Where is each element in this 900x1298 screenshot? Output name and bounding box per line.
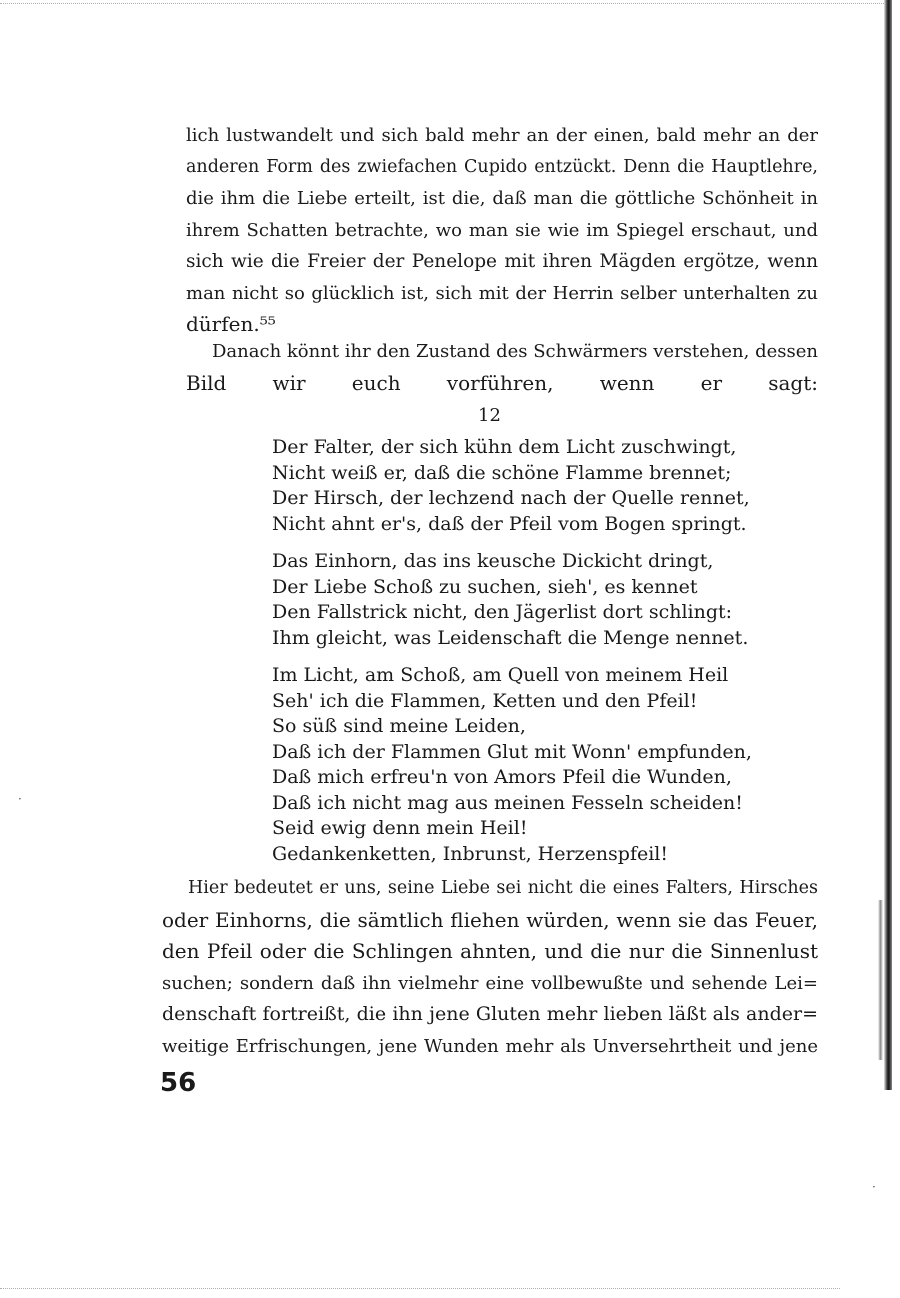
- stanza-1: [272, 435, 750, 537]
- verse-line: Im Licht, am Schoß, am Quell von meinem Heil: [272, 664, 729, 686]
- text-line: man nicht so glücklich ist, sich mit der Herrin selber unterhalten zu: [186, 282, 818, 304]
- text-line: ihrem Schatten betrachte, wo man sie wie im Spiegel erschaut, und: [186, 219, 818, 241]
- text-line: oder Einhorns, die sämtlich fliehen würden, wenn sie das Feuer,: [162, 907, 818, 932]
- text-line: dürfen.⁵⁵: [186, 312, 276, 336]
- stanza-2: [272, 549, 749, 651]
- paragraph-1: [186, 120, 818, 341]
- verse-line: Seh' ich die Flammen, Ketten und den Pfeil!: [272, 689, 698, 712]
- verse-line: Nicht weiß er, daß die schöne Flamme brennet;: [272, 461, 732, 484]
- text-line: die ihm die Liebe erteilt, ist die, daß man die göttliche Schönheit in: [186, 188, 818, 209]
- verse-line: Der Liebe Schoß zu suchen, sieh', es kennet: [272, 575, 698, 598]
- verse-line: Daß ich nicht mag aus meinen Fesseln scheiden!: [272, 791, 743, 814]
- text-line: Danach könnt ihr den Zustand des Schwärmers verstehen, dessen: [212, 341, 818, 362]
- top-edge-rule: [0, 3, 884, 5]
- binding-edge: [884, 0, 892, 1090]
- text-line: weitige Erfrischungen, jene Wunden mehr als Unversehrtheit und jene: [162, 1035, 818, 1057]
- text-line: lich lustwandelt und sich bald mehr an der einen, bald mehr an der: [186, 125, 818, 146]
- poem: [272, 435, 752, 879]
- verse-line: Daß ich der Flammen Glut mit Wonn' empfunden,: [272, 740, 752, 763]
- verse-line: Gedankenketten, Inbrunst, Herzenspfeil!: [272, 842, 669, 865]
- text-line: denschaft fortreißt, die ihn jene Gluten mehr lieben läßt als ander=: [162, 1003, 818, 1025]
- paragraph-3: [162, 873, 818, 1062]
- scan-speck: ·: [18, 792, 22, 806]
- text-line: sich wie die Freier der Penelope mit ihren Mägden ergötze, wenn: [186, 251, 818, 272]
- binding-shadow: [878, 900, 883, 1060]
- verse-line: Der Falter, der sich kühn dem Licht zuschwingt,: [272, 436, 737, 458]
- verse-line: Den Fallstrick nicht, den Jägerlist dort schlingt:: [272, 601, 733, 623]
- text-line: suchen; sondern daß ihn vielmehr eine vollbewußte und sehende Lei=: [162, 972, 818, 994]
- verse-line: Nicht ahnt er's, daß der Pfeil vom Bogen springt.: [272, 512, 747, 535]
- verse-line: Das Einhorn, das ins keusche Dickicht dringt,: [272, 550, 714, 572]
- bottom-edge-rule: [0, 1288, 840, 1290]
- scan-speck: ·: [872, 1180, 876, 1194]
- text-line: den Pfeil oder die Schlingen ahnten, und die nur die Sinnenlust: [162, 939, 818, 963]
- stanza-3: [272, 663, 752, 867]
- verse-line: So süß sind meine Leiden,: [272, 715, 526, 737]
- text-line: Hier bedeutet er uns, seine Liebe sei nicht die eines Falters, Hirsches: [188, 878, 818, 898]
- verse-line: Seid ewig denn mein Heil!: [272, 817, 528, 839]
- verse-line: Der Hirsch, der lechzend nach der Quelle rennet,: [272, 487, 750, 509]
- page-number: 56: [160, 1068, 197, 1098]
- text-line: anderen Form des zwiefachen Cupido entzückt. Denn die Hauptlehre,: [186, 156, 818, 177]
- poem-number: 12: [478, 405, 501, 426]
- verse-line: Ihm gleicht, was Leidenschaft die Menge nennet.: [272, 626, 749, 649]
- text-line: Bild wir euch vorführen, wenn er sagt:: [186, 370, 818, 395]
- verse-line: Daß mich erfreu'n von Amors Pfeil die Wunden,: [272, 766, 732, 788]
- paragraph-2: [186, 336, 818, 399]
